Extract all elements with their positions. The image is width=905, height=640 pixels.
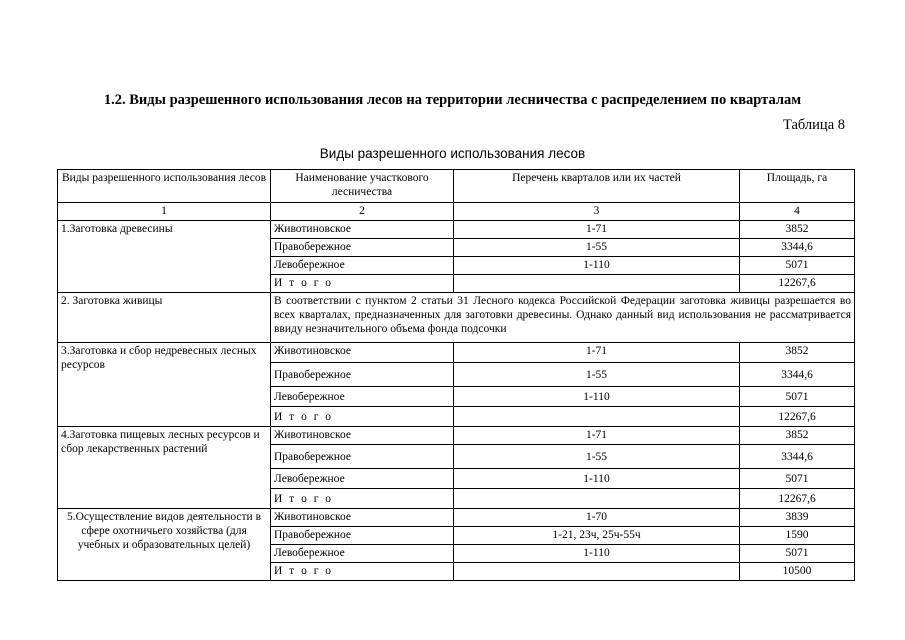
district-cell: Животиновское (271, 427, 454, 445)
district-cell: Правобережное (271, 363, 454, 387)
note-cell: В соответствии с пунктом 2 статьи 31 Лесного кодекса Российской Федерации заготовка живицы разрешается во всех кварталах, предназначенных для заготовки древесины. Однако данный вид использования не рассматривается ввиду незначительного объема фонда подсочки (271, 293, 855, 343)
quarters-cell: 1-110 (454, 545, 740, 563)
district-cell: Правобережное (271, 239, 454, 257)
col-number: 2 (271, 203, 454, 221)
use-type-cell: 1.Заготовка древесины (58, 221, 271, 293)
total-label: И т о г о (271, 407, 454, 427)
area-cell: 3852 (740, 427, 855, 445)
quarters-cell: 1-110 (454, 387, 740, 407)
total-label: И т о г о (271, 275, 454, 293)
use-type-cell: 4.Заготовка пищевых лесных ресурсов и сбор лекарственных растений (58, 427, 271, 509)
total-area: 12267,6 (740, 275, 855, 293)
use-type: Осуществление видов деятельности в сфере охотничьего хозяйства (для учебных и образовательных целей) (75, 511, 262, 551)
district-cell: Левобережное (271, 545, 454, 563)
district-cell: Животиновское (271, 509, 454, 527)
table-row (58, 427, 855, 445)
quarters-cell: 1-110 (454, 257, 740, 275)
col-number: 4 (740, 203, 855, 221)
area-cell: 5071 (740, 387, 855, 407)
quarters-cell: 1-71 (454, 221, 740, 239)
area-cell: 5071 (740, 545, 855, 563)
table-row (58, 221, 855, 239)
quarters-cell: 1-55 (454, 363, 740, 387)
use-type-cell: 5.Осуществление видов деятельности в сфере охотничьего хозяйства (для учебных и образовательных целей) (58, 509, 271, 581)
area-cell: 1590 (740, 527, 855, 545)
use-type: Заготовка пищевых лесных ресурсов и сбор лекарственных растений (61, 429, 260, 455)
total-label: И т о г о (271, 563, 454, 581)
district-cell: Правобережное (271, 527, 454, 545)
area-cell: 5071 (740, 469, 855, 489)
forest-use-table (57, 169, 855, 581)
header-row (58, 170, 855, 203)
use-type-cell: 3.Заготовка и сбор недревесных лесных ресурсов (58, 343, 271, 427)
use-type-cell: 2. Заготовка живицы (58, 293, 271, 343)
table-caption: Виды разрешенного использования лесов (319, 146, 586, 161)
empty-cell (454, 407, 740, 427)
quarters-cell: 1-55 (454, 239, 740, 257)
empty-cell (454, 489, 740, 509)
table-number: Таблица 8 (782, 117, 845, 133)
col-number: 1 (58, 203, 271, 221)
area-cell: 3852 (740, 343, 855, 363)
quarters-cell: 1-55 (454, 445, 740, 469)
table-row (58, 509, 855, 527)
district-cell: Животиновское (271, 221, 454, 239)
total-label: И т о г о (271, 489, 454, 509)
table-row (58, 293, 855, 343)
column-number-row (58, 203, 855, 221)
area-cell: 3344,6 (740, 363, 855, 387)
area-cell: 3852 (740, 221, 855, 239)
quarters-cell: 1-70 (454, 509, 740, 527)
total-area: 12267,6 (740, 407, 855, 427)
header-district: Наименование участкового лесничества (271, 170, 454, 203)
district-cell: Левобережное (271, 387, 454, 407)
total-area: 12267,6 (740, 489, 855, 509)
use-type: Заготовка древесины (69, 223, 173, 235)
district-cell: Правобережное (271, 445, 454, 469)
col-number: 3 (454, 203, 740, 221)
district-cell: Левобережное (271, 469, 454, 489)
district-cell: Левобережное (271, 257, 454, 275)
use-type: Заготовка и сбор недревесных лесных ресурсов (61, 345, 257, 371)
quarters-cell: 1-21, 23ч, 25ч-55ч (454, 527, 740, 545)
quarters-cell: 1-71 (454, 427, 740, 445)
header-type: Виды разрешенного использования лесов (58, 170, 271, 203)
total-area: 10500 (740, 563, 855, 581)
header-area: Площадь, га (740, 170, 855, 203)
header-quarters: Перечень кварталов или их частей (454, 170, 740, 203)
quarters-cell: 1-71 (454, 343, 740, 363)
area-cell: 3344,6 (740, 239, 855, 257)
empty-cell (454, 275, 740, 293)
empty-cell (454, 563, 740, 581)
section-heading: 1.2. Виды разрешенного использования лесов на территории лесничества с распределением по кварталам (103, 92, 802, 108)
use-type: Заготовка живицы (72, 295, 163, 307)
table-row (58, 343, 855, 363)
area-cell: 3839 (740, 509, 855, 527)
area-cell: 3344,6 (740, 445, 855, 469)
district-cell: Животиновское (271, 343, 454, 363)
quarters-cell: 1-110 (454, 469, 740, 489)
area-cell: 5071 (740, 257, 855, 275)
